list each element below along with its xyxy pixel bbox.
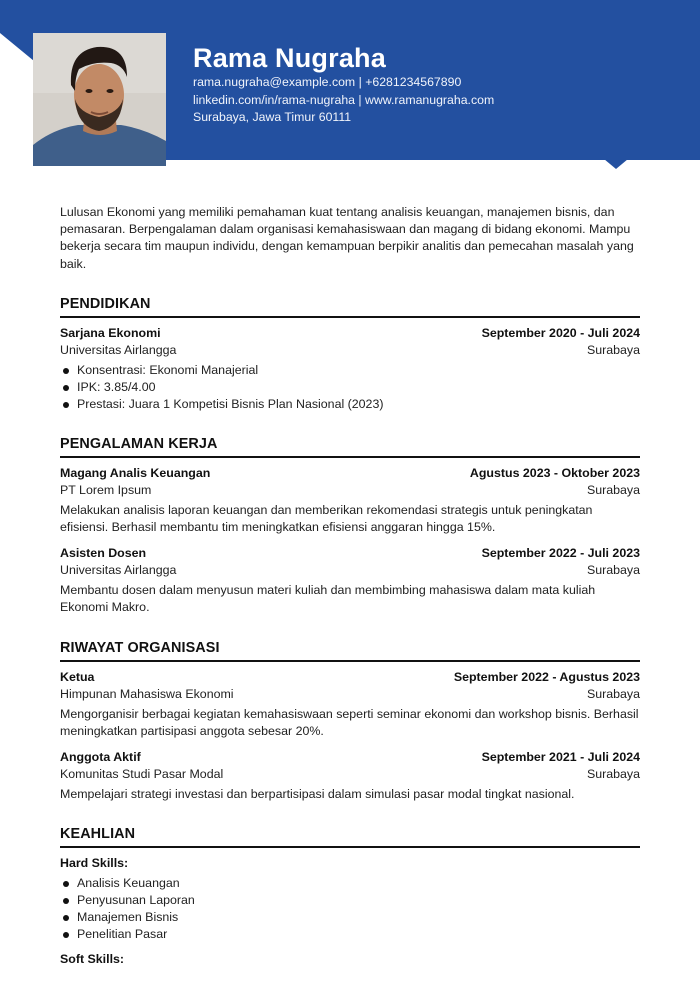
experience-entry: [60, 465, 640, 536]
section-title-education: PENDIDIKAN: [60, 295, 640, 318]
bullet-icon: [63, 368, 69, 374]
list-item-text: Penelitian Pasar: [77, 927, 168, 942]
contact-links: linkedin.com/in/rama-nugraha | www.ramanugraha.com: [193, 92, 495, 107]
position-description: Mempelajari strategi investasi dan berpartisipasi dalam simulasi pasar modal tingkat nasional.: [60, 787, 575, 802]
section-education: [60, 295, 640, 413]
header-left-margin: [0, 61, 34, 160]
section-title-organization: RIWAYAT ORGANISASI: [60, 639, 640, 662]
list-item: [60, 396, 640, 413]
profile-photo: [33, 33, 166, 166]
resume-body: [60, 204, 640, 968]
hard-skills-label: Hard Skills:: [60, 856, 129, 871]
entry-header-row: [60, 669, 640, 686]
hard-skills-list: [60, 875, 640, 943]
company-name: PT Lorem Ipsum: [60, 482, 152, 497]
position-title: Ketua: [60, 669, 95, 684]
experience-entry: [60, 545, 640, 616]
list-item-text: Prestasi: Juara 1 Kompetisi Bisnis Plan Nasional (2023): [77, 396, 384, 411]
entry-subheader-row: [60, 342, 640, 359]
list-item: [60, 892, 640, 909]
list-item: [60, 926, 640, 943]
bullet-icon: [63, 915, 69, 921]
list-item-text: Penyusunan Laporan: [77, 893, 195, 908]
location: Surabaya: [586, 342, 640, 357]
entry-subheader-row: [60, 686, 640, 703]
degree-title: Sarjana Ekonomi: [60, 325, 161, 340]
organization-name: Himpunan Mahasiswa Ekonomi: [60, 686, 234, 701]
date-range: September 2022 - Juli 2023: [481, 546, 640, 561]
date-range: Agustus 2023 - Oktober 2023: [469, 465, 640, 480]
organization-entry: [60, 749, 640, 803]
school-name: Universitas Airlangga: [60, 342, 177, 357]
section-title-skills: KEAHLIAN: [60, 825, 640, 848]
list-item: [60, 362, 640, 379]
profile-photo-illustration: [33, 33, 166, 166]
list-item-text: Manajemen Bisnis: [77, 910, 179, 925]
job-description: Melakukan analisis laporan keuangan dan memberikan rekomendasi strategis untuk peningkatan efisiensi. Berhasil membantu tim meningkatkan efisiensi anggaran hingga 15%.: [60, 502, 593, 535]
entry-header-row: [60, 325, 640, 342]
list-item-text: Konsentrasi: Ekonomi Manajerial: [77, 362, 259, 377]
bullet-icon: [63, 881, 69, 887]
job-title: Magang Analis Keuangan: [60, 465, 211, 480]
list-item: [60, 875, 640, 892]
entry-header-row: [60, 545, 640, 562]
header-identity: [193, 42, 494, 127]
list-item-text: Analisis Keuangan: [77, 876, 180, 891]
entry-header-row: [60, 465, 640, 482]
position-description: Mengorganisir berbagai kegiatan kemahasiswaan seperti seminar ekonomi dan workshop bisnis. Berhasil meningkatkan partisipasi anggota sebesar 20%.: [60, 706, 639, 738]
bullet-icon: [63, 898, 69, 904]
date-range: September 2021 - Juli 2024: [481, 750, 640, 765]
entry-header-row: [60, 749, 640, 766]
organization-name: Komunitas Studi Pasar Modal: [60, 767, 224, 782]
date-range: September 2022 - Agustus 2023: [453, 669, 640, 684]
job-description: Membantu dosen dalam menyusun materi kuliah dan membimbing mahasiswa dalam mata kuliah Ekonomi Makro.: [60, 583, 596, 615]
entry-subheader-row: [60, 562, 640, 579]
entry-subheader-row: [60, 766, 640, 783]
soft-skills-label: Soft Skills:: [60, 952, 125, 967]
location: Surabaya: [586, 686, 640, 701]
entry-subheader-row: [60, 482, 640, 499]
date-range: September 2020 - Juli 2024: [481, 325, 640, 340]
contact-address: Surabaya, Jawa Timur 60111: [193, 110, 352, 124]
organization-entry: [60, 669, 640, 740]
location: Surabaya: [586, 482, 640, 497]
job-title: Asisten Dosen: [60, 546, 147, 561]
location: Surabaya: [586, 767, 640, 782]
position-title: Anggota Aktif: [60, 750, 141, 765]
education-entry: [60, 325, 640, 413]
section-title-experience: PENGALAMAN KERJA: [60, 435, 640, 458]
header-pointer-notch: [604, 159, 628, 169]
section-skills: [60, 825, 640, 968]
bullet-icon: [63, 402, 69, 408]
bullet-icon: [63, 932, 69, 938]
section-experience: [60, 435, 640, 617]
summary-paragraph: Lulusan Ekonomi yang memiliki pemahaman kuat tentang analisis keuangan, manajemen bisnis, dan pemasaran. Berpengalaman dalam organisasi kemahasiswaan dan magang di bidang ekonomi. Mampu bekerja secara tim maupun individu, dengan kemampuan berpikir analitis dan pemecahan masalah yang baik.: [60, 205, 634, 271]
location: Surabaya: [586, 563, 640, 578]
list-item: [60, 379, 640, 396]
candidate-name: Rama Nugraha: [193, 43, 386, 73]
list-item: [60, 909, 640, 926]
section-organization: [60, 639, 640, 804]
company-name: Universitas Airlangga: [60, 563, 177, 578]
list-item-text: IPK: 3.85/4.00: [77, 379, 156, 394]
bullet-icon: [63, 385, 69, 391]
contact-email-phone: rama.nugraha@example.com | +6281234567890: [193, 75, 462, 89]
header-corner-cut: [0, 33, 34, 61]
education-details-list: [60, 362, 640, 413]
